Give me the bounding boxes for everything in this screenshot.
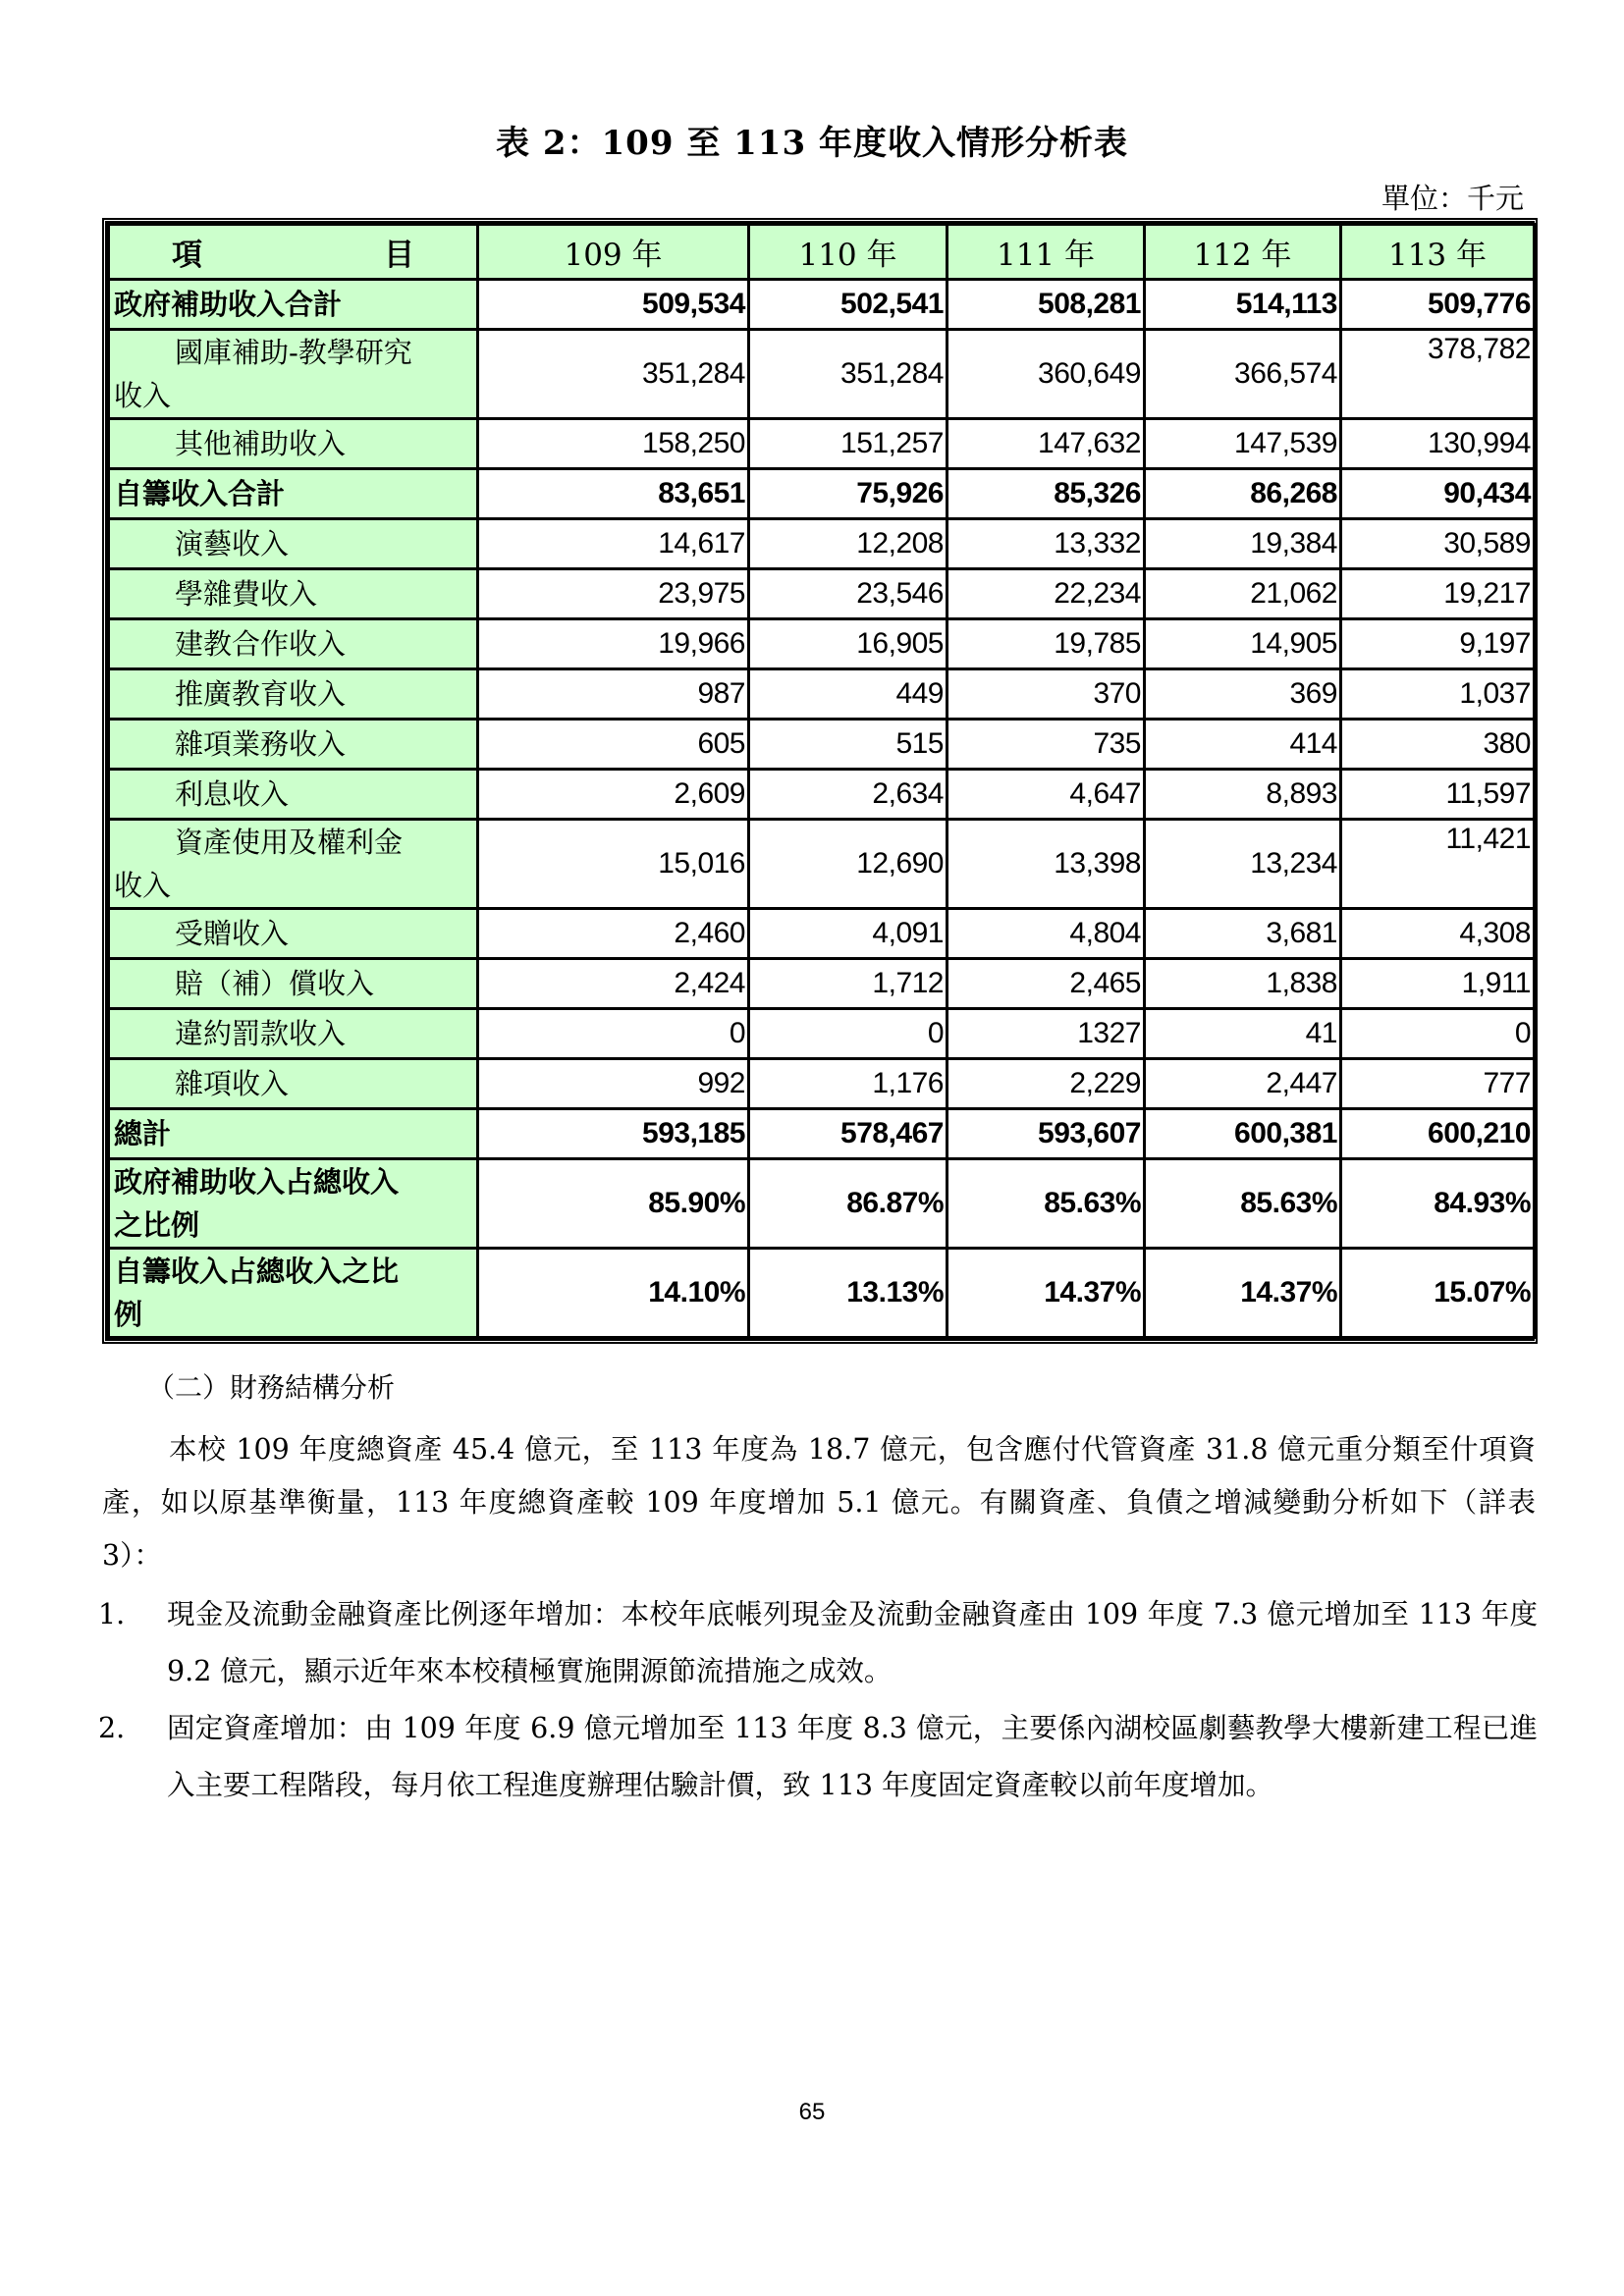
page-number: 65 [798,2099,826,2125]
row-label: 其他補助收入 [109,419,478,469]
cell-year-111: 1327 [947,1009,1145,1059]
cell-year-110: 12,690 [749,820,947,909]
cell-year-111: 22,234 [947,569,1145,619]
list-item-number: 2. [98,1712,126,1744]
table-row [109,820,1535,909]
row-label: 利息收入 [109,770,478,820]
table-row [109,1249,1535,1338]
cell-year-111: 593,607 [947,1109,1145,1159]
cell-year-111: 13,332 [947,519,1145,569]
row-label [109,1249,478,1338]
cell-year-109: 2,460 [478,909,749,959]
row-label: 自籌收入合計 [109,469,478,519]
cell-year-109: 509,534 [478,280,749,330]
table-row [109,419,1535,469]
cell-year-111: 360,649 [947,330,1145,419]
cell-year-110: 578,467 [749,1109,947,1159]
row-label-line1: 自籌收入占總收入之比 [114,1255,400,1288]
table-row [109,619,1535,669]
cell-year-111: 147,632 [947,419,1145,469]
cell-year-112: 19,384 [1145,519,1341,569]
cell-year-109: 2,609 [478,770,749,820]
cell-year-111: 14.37% [947,1249,1145,1338]
table-row [109,1109,1535,1159]
cell-year-112: 86,268 [1145,469,1341,519]
table-row [109,909,1535,959]
cell-year-112: 13,234 [1145,820,1341,909]
cell-year-110: 151,257 [749,419,947,469]
section-heading: （二）財務結構分析 [147,1371,396,1404]
row-label: 受贈收入 [109,909,478,959]
table-row [109,519,1535,569]
header-item-left: 項 [172,238,202,273]
row-label [109,330,478,419]
cell-year-110: 23,546 [749,569,947,619]
header-row [109,225,1535,280]
cell-year-113: 0 [1341,1009,1535,1059]
income-analysis-table [107,223,1536,1339]
cell-year-109: 83,651 [478,469,749,519]
table-row [109,1059,1535,1109]
cell-year-111: 735 [947,720,1145,770]
cell-year-112: 41 [1145,1009,1341,1059]
row-label-line1: 國庫補助-教學研究 [175,336,412,369]
cell-year-113: 4,308 [1341,909,1535,959]
cell-year-109: 593,185 [478,1109,749,1159]
table-row [109,1159,1535,1249]
cell-year-111: 2,465 [947,959,1145,1009]
cell-year-109: 158,250 [478,419,749,469]
cell-year-110: 0 [749,1009,947,1059]
cell-year-113: 1,911 [1341,959,1535,1009]
cell-year-113: 600,210 [1341,1109,1535,1159]
cell-year-110: 1,176 [749,1059,947,1109]
cell-year-109: 351,284 [478,330,749,419]
cell-year-113: 378,782 [1341,330,1535,419]
cell-year-109: 605 [478,720,749,770]
cell-year-110: 16,905 [749,619,947,669]
cell-year-112: 85.63% [1145,1159,1341,1249]
header-year-111: 111 年 [947,225,1145,280]
row-label: 推廣教育收入 [109,669,478,720]
table-row [109,1009,1535,1059]
cell-year-112: 8,893 [1145,770,1341,820]
table-row [109,770,1535,820]
cell-year-112: 369 [1145,669,1341,720]
table-row [109,469,1535,519]
row-label: 政府補助收入合計 [109,280,478,330]
row-label-line2: 例 [114,1298,143,1331]
cell-year-112: 600,381 [1145,1109,1341,1159]
cell-year-112: 1,838 [1145,959,1341,1009]
cell-year-109: 0 [478,1009,749,1059]
table-row [109,669,1535,720]
list-item-text: 固定資產增加：由 109 年度 6.9 億元增加至 113 年度 8.3 億元，主要係內湖校區劇藝教學大樓新建工程已進入主要工程階段，每月依工程進度辦理估驗計價，致 113 年度固定資產較以前年度增加。 [167,1712,1538,1801]
cell-year-111: 508,281 [947,280,1145,330]
cell-year-113: 380 [1341,720,1535,770]
cell-year-113: 9,197 [1341,619,1535,669]
cell-year-109: 15,016 [478,820,749,909]
cell-year-111: 85,326 [947,469,1145,519]
cell-year-113: 15.07% [1341,1249,1535,1338]
cell-year-110: 2,634 [749,770,947,820]
cell-year-109: 987 [478,669,749,720]
cell-year-113: 11,597 [1341,770,1535,820]
list-item [98,1586,1538,1700]
cell-year-110: 13.13% [749,1249,947,1338]
cell-year-110: 449 [749,669,947,720]
cell-year-112: 14,905 [1145,619,1341,669]
header-year-109: 109 年 [478,225,749,280]
cell-year-109: 14,617 [478,519,749,569]
cell-year-109: 19,966 [478,619,749,669]
row-label-line2: 收入 [114,379,172,412]
row-label-line1: 政府補助收入占總收入 [114,1165,400,1199]
table-row [109,720,1535,770]
table-row [109,959,1535,1009]
cell-year-111: 85.63% [947,1159,1145,1249]
cell-year-112: 3,681 [1145,909,1341,959]
table-row [109,280,1535,330]
row-label: 建教合作收入 [109,619,478,669]
cell-year-113: 30,589 [1341,519,1535,569]
header-year-113: 113 年 [1341,225,1535,280]
row-label: 總計 [109,1109,478,1159]
cell-year-112: 147,539 [1145,419,1341,469]
cell-year-111: 19,785 [947,619,1145,669]
unit-label: 單位：千元 [1380,182,1524,215]
cell-year-113: 777 [1341,1059,1535,1109]
row-label [109,820,478,909]
row-label: 雜項收入 [109,1059,478,1109]
cell-year-110: 4,091 [749,909,947,959]
cell-year-111: 370 [947,669,1145,720]
list-item-text: 現金及流動金融資產比例逐年增加：本校年底帳列現金及流動金融資產由 109 年度 7.3 億元增加至 113 年度 9.2 億元，顯示近年來本校積極實施開源節流措施之成效。 [167,1598,1538,1687]
cell-year-110: 86.87% [749,1159,947,1249]
cell-year-113: 1,037 [1341,669,1535,720]
cell-year-113: 130,994 [1341,419,1535,469]
cell-year-111: 13,398 [947,820,1145,909]
cell-year-110: 351,284 [749,330,947,419]
cell-year-111: 4,647 [947,770,1145,820]
cell-year-113: 11,421 [1341,820,1535,909]
row-label: 雜項業務收入 [109,720,478,770]
row-label-line1: 資產使用及權利金 [175,826,404,859]
header-year-112: 112 年 [1145,225,1341,280]
cell-year-111: 2,229 [947,1059,1145,1109]
list-item-number: 1. [98,1598,126,1630]
cell-year-110: 75,926 [749,469,947,519]
header-year-110: 110 年 [749,225,947,280]
cell-year-112: 2,447 [1145,1059,1341,1109]
cell-year-110: 12,208 [749,519,947,569]
cell-year-113: 19,217 [1341,569,1535,619]
income-analysis-table-frame [102,218,1538,1344]
cell-year-110: 515 [749,720,947,770]
header-item-right: 目 [384,238,414,273]
row-label-line2: 收入 [114,869,172,902]
cell-year-109: 14.10% [478,1249,749,1338]
cell-year-111: 4,804 [947,909,1145,959]
table-title: 表 2：109 至 113 年度收入情形分析表 [496,124,1128,163]
cell-year-109: 2,424 [478,959,749,1009]
section-paragraph: 本校 109 年度總資產 45.4 億元，至 113 年度為 18.7 億元，包含應付代管資產 31.8 億元重分類至什項資產，如以原基準衡量，113 年度總資產較 109 年度增加 5.1 億元。有關資產、負債之增減變動分析如下（詳表 3）： [102,1433,1536,1572]
table-row [109,330,1535,419]
cell-year-109: 23,975 [478,569,749,619]
header-item [109,225,478,280]
cell-year-112: 14.37% [1145,1249,1341,1338]
row-label [109,1159,478,1249]
cell-year-112: 414 [1145,720,1341,770]
cell-year-110: 1,712 [749,959,947,1009]
cell-year-112: 21,062 [1145,569,1341,619]
cell-year-112: 366,574 [1145,330,1341,419]
row-label: 學雜費收入 [109,569,478,619]
table-row [109,569,1535,619]
row-label: 違約罰款收入 [109,1009,478,1059]
cell-year-113: 84.93% [1341,1159,1535,1249]
row-label: 演藝收入 [109,519,478,569]
cell-year-109: 85.90% [478,1159,749,1249]
row-label-line2: 之比例 [114,1208,200,1242]
cell-year-113: 90,434 [1341,469,1535,519]
cell-year-109: 992 [478,1059,749,1109]
row-label: 賠（補）償收入 [109,959,478,1009]
list-item [98,1700,1538,1814]
cell-year-112: 514,113 [1145,280,1341,330]
cell-year-110: 502,541 [749,280,947,330]
cell-year-113: 509,776 [1341,280,1535,330]
